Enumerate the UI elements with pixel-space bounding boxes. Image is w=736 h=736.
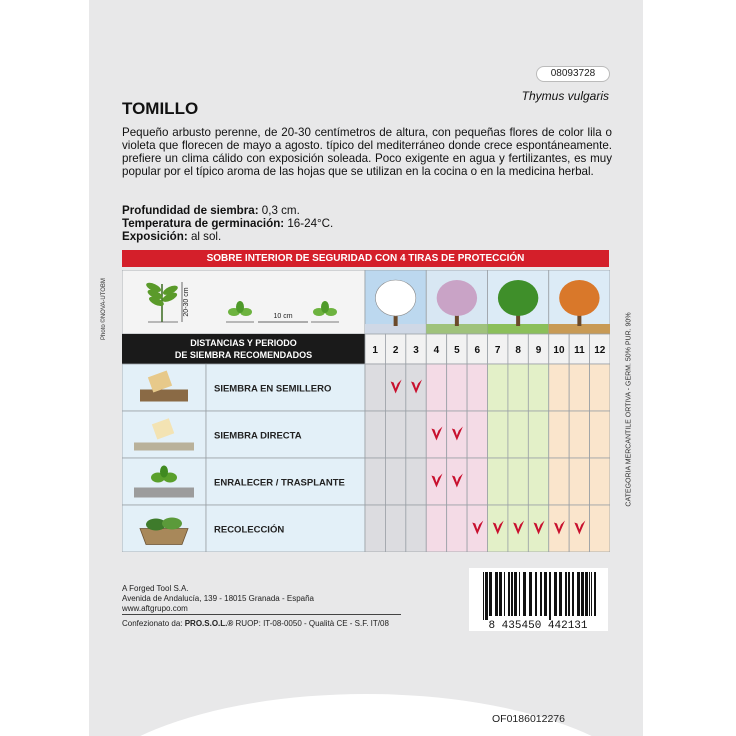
footer-divider bbox=[122, 614, 401, 615]
month-cell bbox=[467, 411, 487, 458]
month-cell bbox=[365, 505, 385, 552]
month-number: 5 bbox=[454, 345, 460, 356]
month-number: 12 bbox=[594, 345, 606, 356]
month-cell bbox=[549, 364, 569, 411]
month-cell bbox=[447, 505, 467, 552]
company-name: A Forged Tool S.A. bbox=[122, 584, 189, 593]
height-label: 20-30 cm bbox=[183, 287, 190, 317]
company-website: www.aftgrupo.com bbox=[122, 604, 188, 613]
month-number: 10 bbox=[553, 345, 565, 356]
month-cell bbox=[488, 505, 508, 552]
month-cell bbox=[385, 411, 405, 458]
month-cell bbox=[569, 505, 589, 552]
barcode-bar bbox=[511, 572, 513, 616]
category-side-text: CATEGORIA MERCANTILE ORTIVA - GERM. 50% PUR. 90% bbox=[625, 312, 633, 507]
month-number: 2 bbox=[392, 345, 399, 356]
month-cell bbox=[467, 505, 487, 552]
month-cell bbox=[426, 411, 446, 458]
month-cell bbox=[508, 458, 528, 505]
month-cell bbox=[406, 458, 426, 505]
row-label: SIEMBRA DIRECTA bbox=[214, 430, 302, 442]
barcode-bar bbox=[559, 572, 562, 616]
barcode-bar bbox=[485, 572, 488, 620]
month-cell bbox=[569, 364, 589, 411]
sowing-specs bbox=[122, 204, 333, 243]
month-cell bbox=[406, 505, 426, 552]
barcode-bar bbox=[514, 572, 517, 616]
month-cell bbox=[590, 458, 610, 505]
winter-tree-icon bbox=[365, 270, 426, 334]
seed-packet-back bbox=[89, 0, 643, 736]
row-label: SIEMBRA EN SEMILLERO bbox=[214, 383, 332, 395]
product-description: Pequeño arbusto perenne, de 20-30 centímetros de altura, con pequeñas flores de color lila o violeta que florecen de mayo a agosto. típico del mediterráneo donde crece espontáneamente. prefiere un clima cálido con exposición soleada. Poco exigente en agua y fertilizantes, es muy popular por el típico aroma de las hojas que se utilizan en la cocina o en la medicina herbal. bbox=[122, 126, 612, 178]
month-cell bbox=[569, 458, 589, 505]
spec-temperature: Temperatura de germinación: 16-24°C. bbox=[122, 217, 334, 230]
barcode-bar bbox=[483, 572, 484, 620]
barcode-bar bbox=[554, 572, 557, 616]
month-cell bbox=[365, 411, 385, 458]
month-cell bbox=[467, 364, 487, 411]
month-cell bbox=[447, 364, 467, 411]
month-cell bbox=[528, 505, 548, 552]
month-number: 9 bbox=[535, 345, 542, 356]
month-cell bbox=[426, 364, 446, 411]
barcode-bar bbox=[504, 572, 505, 616]
month-number: 8 bbox=[515, 345, 521, 356]
barcode-bar bbox=[495, 572, 498, 616]
spec-depth: Profundidad de siembra: 0,3 cm. bbox=[122, 204, 300, 217]
barcode-bar bbox=[577, 572, 580, 616]
month-number: 1 bbox=[372, 345, 378, 356]
barcode-number: 8 435450 442131 bbox=[488, 620, 588, 631]
barcode-bar bbox=[544, 572, 547, 616]
barcode-bar bbox=[589, 572, 590, 616]
barcode-bar bbox=[508, 572, 510, 616]
month-number: 11 bbox=[574, 345, 585, 356]
month-cell bbox=[508, 505, 528, 552]
barcode-bar bbox=[523, 572, 526, 616]
table-header-line1: DISTANCIAS Y PERIODO bbox=[190, 338, 297, 348]
barcode-bar bbox=[489, 572, 492, 616]
month-cell bbox=[488, 364, 508, 411]
barcode-bar bbox=[581, 572, 584, 616]
month-cell bbox=[488, 458, 508, 505]
month-cell bbox=[528, 458, 548, 505]
month-cell bbox=[549, 505, 569, 552]
barcode-bar bbox=[529, 572, 532, 616]
photo-credit: Photo ©NOVA-UTOBM bbox=[100, 278, 107, 340]
month-cell bbox=[508, 364, 528, 411]
barcode-bar bbox=[519, 572, 520, 616]
month-cell bbox=[385, 505, 405, 552]
month-cell bbox=[385, 364, 405, 411]
barcode-bar bbox=[565, 572, 567, 616]
month-number: 4 bbox=[433, 345, 440, 356]
month-cell bbox=[549, 411, 569, 458]
lot-number: OF0186012276 bbox=[492, 713, 565, 725]
table-header-line2: DE SIEMBRA RECOMENDADOS bbox=[174, 350, 313, 360]
month-cell bbox=[528, 364, 548, 411]
month-number: 6 bbox=[474, 345, 481, 356]
row-icon-cell bbox=[122, 458, 206, 505]
barcode-bar bbox=[594, 572, 596, 616]
month-number: 3 bbox=[413, 345, 419, 356]
spring-tree-icon bbox=[426, 270, 487, 334]
month-cell bbox=[590, 364, 610, 411]
month-cell bbox=[488, 411, 508, 458]
barcode-bar bbox=[499, 572, 502, 616]
month-cell bbox=[365, 364, 385, 411]
sowing-calendar bbox=[122, 270, 610, 552]
month-number: 7 bbox=[494, 345, 501, 356]
month-cell bbox=[590, 505, 610, 552]
barcode-bar bbox=[535, 572, 537, 616]
month-cell bbox=[426, 505, 446, 552]
month-cell bbox=[508, 411, 528, 458]
month-cell bbox=[549, 458, 569, 505]
barcode-bar bbox=[585, 572, 588, 616]
month-cell bbox=[385, 458, 405, 505]
month-cell bbox=[365, 458, 385, 505]
month-cell bbox=[447, 411, 467, 458]
month-cell bbox=[590, 411, 610, 458]
month-cell bbox=[426, 458, 446, 505]
month-cell bbox=[406, 411, 426, 458]
barcode-bar bbox=[540, 572, 542, 616]
month-cell bbox=[406, 364, 426, 411]
month-cell bbox=[467, 458, 487, 505]
product-code: 08093728 bbox=[536, 66, 610, 82]
summer-tree-icon bbox=[488, 270, 549, 334]
row-label: RECOLECCIÓN bbox=[214, 524, 285, 536]
barcode-bar bbox=[568, 572, 570, 616]
autumn-tree-icon bbox=[549, 270, 610, 334]
row-label: ENRALECER / TRASPLANTE bbox=[214, 477, 345, 489]
month-cell bbox=[528, 411, 548, 458]
barcode bbox=[469, 568, 608, 631]
month-cell bbox=[447, 458, 467, 505]
company-info bbox=[122, 584, 314, 614]
security-banner: SOBRE INTERIOR DE SEGURIDAD CON 4 TIRAS DE PROTECCIÓN bbox=[122, 250, 609, 267]
spec-exposure: Exposición: al sol. bbox=[122, 230, 222, 243]
barcode-bar bbox=[591, 572, 592, 616]
latin-name: Thymus vulgaris bbox=[521, 89, 609, 103]
month-cell bbox=[569, 411, 589, 458]
company-address: Avenida de Andalucía, 139 - 18015 Granada - España bbox=[122, 594, 314, 603]
packed-by: Confezionato da: PRO.S.O.L.® RUOP: IT-08-0050 - Qualità CE - S.F. IT/08 bbox=[122, 619, 389, 628]
barcode-bar bbox=[572, 572, 574, 616]
product-title: TOMILLO bbox=[122, 99, 199, 118]
spacing-label: 10 cm bbox=[273, 313, 293, 320]
barcode-bar bbox=[549, 572, 551, 620]
